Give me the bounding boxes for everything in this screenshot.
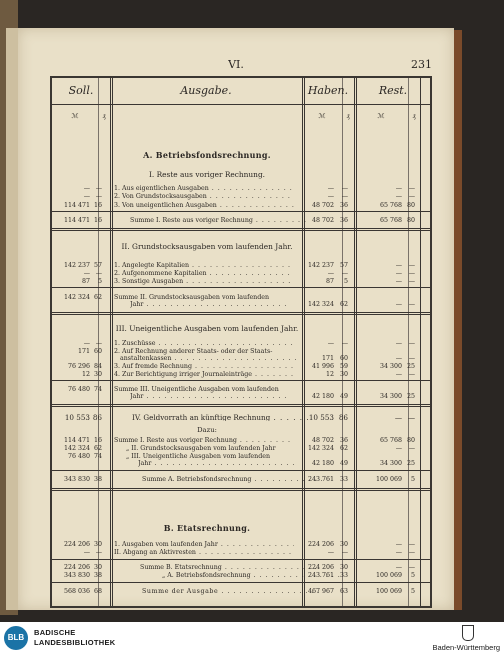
col-header-haben: Haben.: [307, 84, 349, 97]
library-name: BADISCHE LANDESBIBLIOTHEK: [34, 628, 116, 647]
page-number: 231: [411, 58, 432, 71]
unit-pf: ₰: [102, 112, 106, 120]
col-header-ausgabe: Ausgabe.: [180, 84, 232, 97]
section-iv-title: IV. Geldvorrath an künftige Rechnung . . .: [132, 414, 312, 421]
section-ii-title: II. Grundstocksausgaben vom laufenden Jahr.: [121, 242, 293, 251]
dazu-label: Dazu:: [197, 426, 217, 434]
col-header-soll: Soll.: [68, 84, 94, 97]
state-name: Baden-Württemberg: [432, 643, 500, 652]
accounts-table: Soll. Ausgabe. Haben. Rest. ℳ ₰ ℳ ₰ ℳ ₰ A. Betriebsfondsrechnung. I. Reste aus voriger Rechnung. — — 1. Aus eigentlichen Ausgaben . . . — — — — — — 2. Von Grundstocksausgaben . . . — — — — 114 471 16 3. Von uneigentlichen Ausgaben . . . 48 702 36 65 768 80 114 471 16 Summe I. Reste aus voriger Rechnung . . . 48 702 36 65 768 80 II. Grundstocksausgaben vom laufenden Jahr. 142 237 57 1. Angelegte Kapitalien . . . 142 237 57 — — — — 2. Aufgenommene Kapitalien . . . — — — — 87 5 3. Sonstige Ausgaben . . . 87 5 — — 142 324 62 Summe II. Grundstocksausgaben vom laufenden Jahr . . . 142 324 62 — — III. Uneigentliche Ausgaben vom laufenden Jahr. — — 1. Zuschüsse . . . — — — — 171 60 2. Auf Rechnung anderer Staats- oder der Staats- anstaltenkassen . . . 171 60 — — 76 296 84 3. Auf fremde Rechnung . . . 41 996 59 34 300 25 12 30 4. Zur Berichtigung irriger Journaleinträge . . . 12 30 — — 76 480 74 Summe III. Uneigentliche Ausgaben vom laufenden Jahr . . . 42 180 49 34 300 25 10 553 86 IV. Geldvorrath an künftige Rechnung . . . 10 553 86 — — Dazu: 114 471 16 Summe I. Reste aus voriger Rechnung . . . 48 702 36 65 768 80 142 324 62 „ II. Grundstocksausgaben vom laufenden Jahr 142 324 62 — — 76 480 74 „ III. Uneigentliche Ausgaben vom laufenden Jahr . . . 42 180 49 34 300 25 343 830 38 Summe A. Betriebsfondsrechnung . . . 243 761 33 100 069 5 B. Etatsrechnung. 224 206 30 1. Ausgaben vom laufenden Jahr . . . 224 206 30 — — — — II. Abgang an Aktivresten . . . — — — — 224 206 30 Summe B. Etatsrechnung . . . 224 206 30 — — 343 830 38 „ A. Betriebsfondsrechnung . . . 243 761 33 100 069 5 568 036 68 Summe der Ausgabe . . . 467 967 63 100 069 5: [50, 76, 432, 608]
coat-of-arms-icon: [462, 625, 474, 641]
scanned-page: [18, 28, 454, 610]
unit-pf: ₰: [346, 112, 350, 120]
running-head: [18, 58, 454, 74]
blb-logo-icon[interactable]: BLB: [4, 626, 28, 650]
section-i-title: I. Reste aus voriger Rechnung.: [148, 170, 266, 179]
unit-mark: ℳ: [377, 112, 385, 120]
viewer-footer: [0, 622, 504, 654]
unit-mark: ℳ: [71, 112, 79, 120]
unit-pf: ₰: [412, 112, 416, 120]
section-iii-title: III. Uneigentliche Ausgaben vom laufenden Jahr.: [115, 324, 299, 333]
section-a-title: A. Betriebsfondsrechnung.: [143, 150, 271, 160]
chapter-number: VI.: [228, 58, 244, 71]
section-b-title: B. Etatsrechnung.: [163, 523, 251, 533]
col-header-rest: Rest.: [378, 84, 408, 97]
unit-mark: ℳ: [318, 112, 326, 120]
